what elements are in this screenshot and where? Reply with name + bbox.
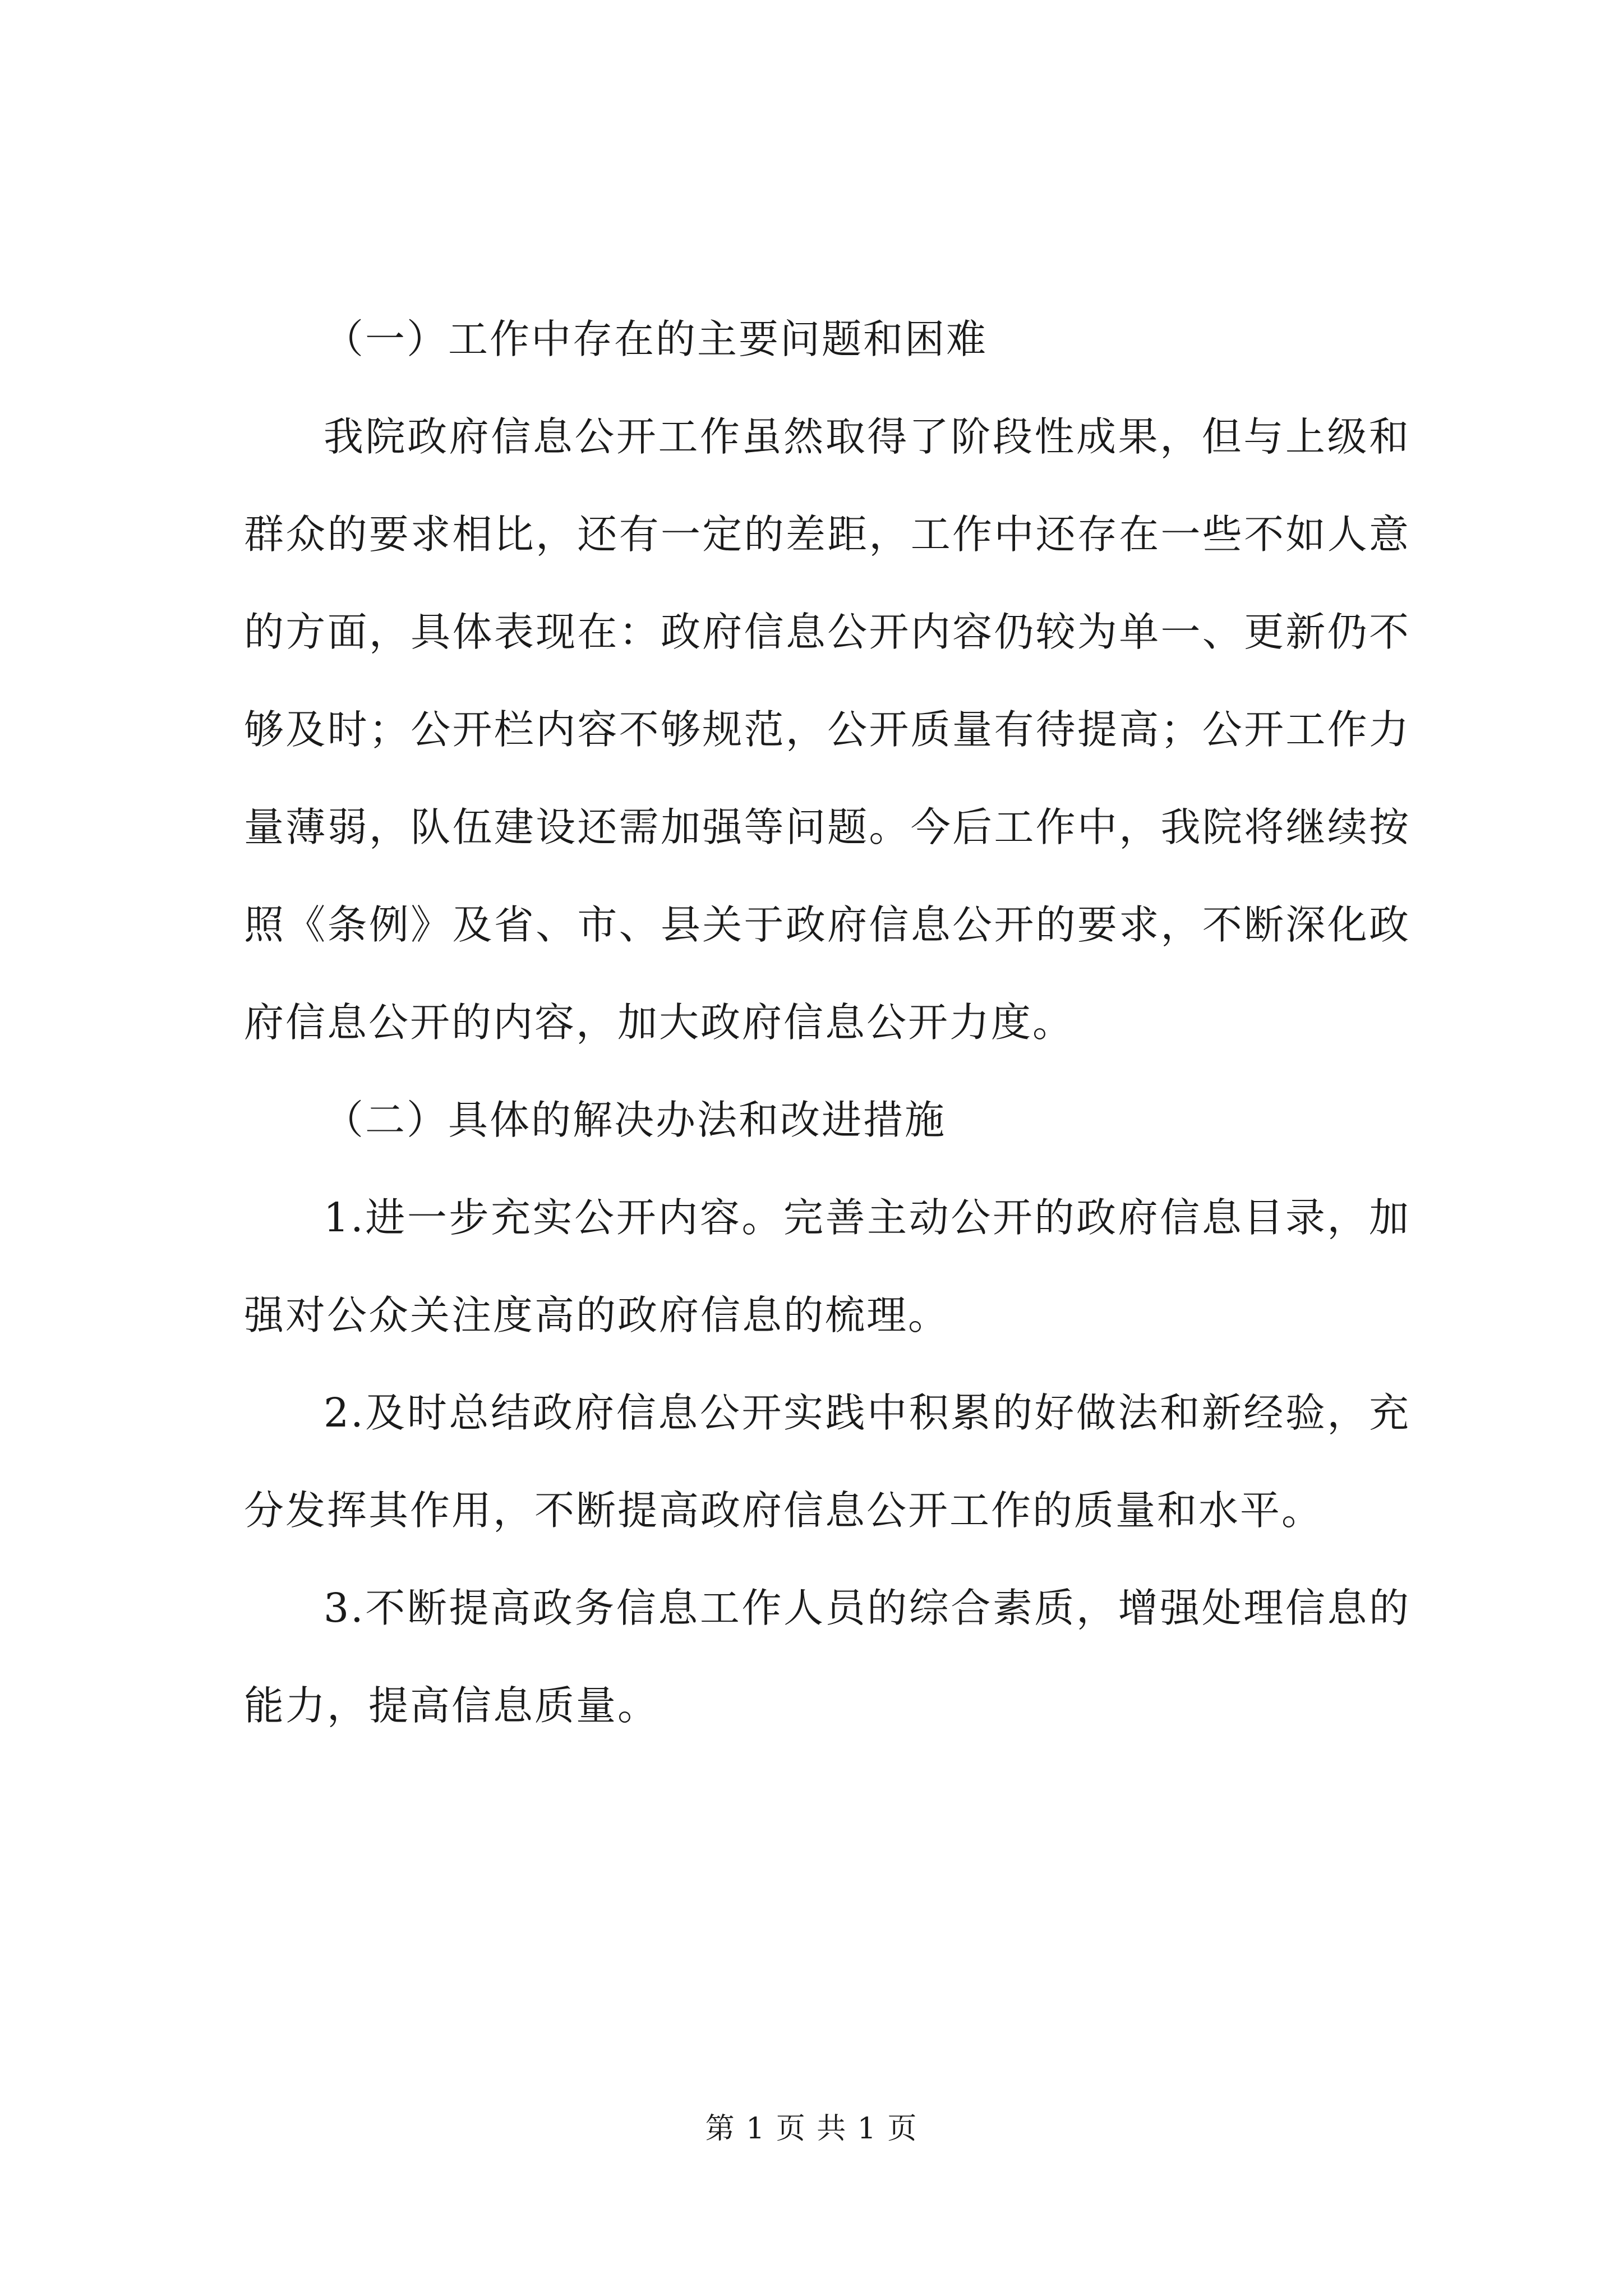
solution-item-2: 2.及时总结政府信息公开实践中积累的好做法和新经验，充分发挥其作用，不断提高政府信息公开工作的质量和水平。 [244,1389,1410,1534]
solution-item-3: 3.不断提高政务信息工作人员的综合素质，增强处理信息的能力，提高信息质量。 [244,1585,1410,1729]
section-heading-problems: （一）工作中存在的主要问题和困难 [324,316,988,362]
page-number-footer: 第 1 页 共 1 页 [705,2112,918,2146]
section-heading-solutions: （二）具体的解决办法和改进措施 [324,1097,947,1143]
paragraph-problems: 我院政府信息公开工作虽然取得了阶段性成果，但与上级和群众的要求相比，还有一定的差距，工作中还存在一些不如人意的方面，具体表现在：政府信息公开内容仍较为单一、更新仍不够及时；公开栏内容不够规范，公开质量有待提高；公开工作力量薄弱，队伍建设还需加强等问题。今后工作中，我院将继续按照《条例》及省、市、县关于政府信息公开的要求，不断深化政府信息公开的内容，加大政府信息公开力度。 [244,413,1410,1046]
document-body [244,291,1410,1755]
solution-item-1: 1.进一步充实公开内容。完善主动公开的政府信息目录，加强对公众关注度高的政府信息的梳理。 [244,1194,1410,1338]
